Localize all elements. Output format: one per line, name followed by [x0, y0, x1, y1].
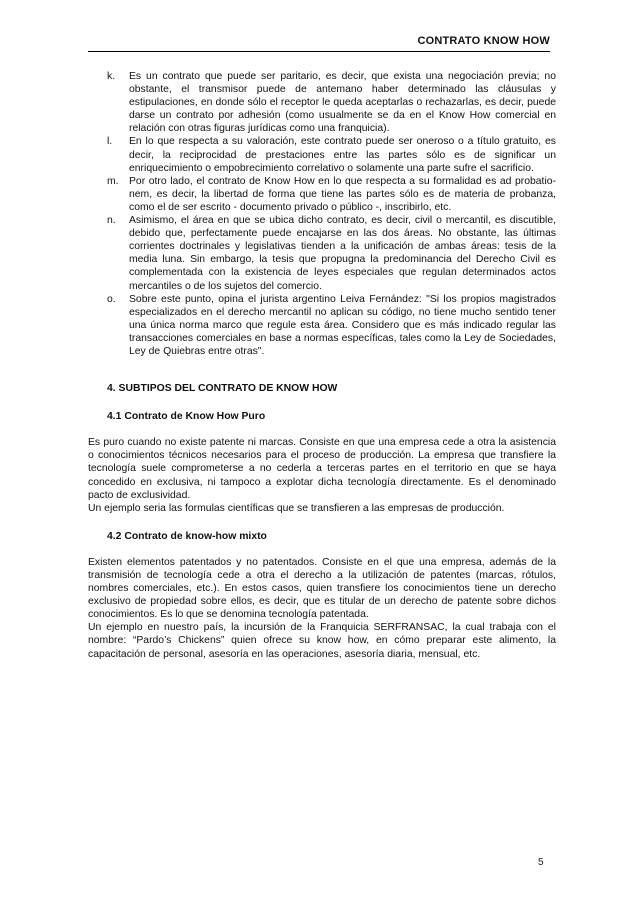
section-heading-mixto: 4.2 Contrato de know-how mixto — [107, 530, 267, 542]
list-marker: l. — [107, 136, 113, 148]
page-header — [88, 31, 550, 52]
list-marker: n. — [107, 215, 116, 227]
section-heading-subtipos: 4. SUBTIPOS DEL CONTRATO DE KNOW HOW — [107, 383, 338, 395]
list-marker: o. — [107, 293, 116, 305]
list-item — [88, 214, 556, 293]
list-item-text: Es un contrato que puede ser paritario, es decir, que exista una negociación previa; no obstante, el transmisor puede de antemano haber determinado las cláusulas y estipulaciones, en donde sólo el receptor le queda aceptarlas o rechazarlas, es decir, puede darse un contrato por adhesión (como usualmente se da en el Know How comercial en relación con otras figuras jurídicas como una franquicia). — [129, 71, 556, 135]
paragraph: Existen elementos patentados y no patentados. Consiste en el que una empresa, además de la transmisión de tecnología cede a otra el derecho a la utilización de patentes (marcas, rótulos, nombres comerciales, etc.). En estos casos, quien transfiere los conocimientos tiene un derecho exclusivo de propiedad sobre ellos, es decir, que es titular de un derecho de patente sobre dichos conocimientos. Es lo que se denomina tecnología patentada. — [88, 556, 556, 621]
page-number: 5 — [538, 857, 544, 868]
list-item — [88, 175, 556, 214]
section-heading-puro: 4.1 Contrato de Know How Puro — [107, 411, 266, 423]
clause-list — [88, 70, 556, 358]
list-item — [88, 135, 556, 174]
list-item — [88, 293, 556, 358]
paragraph: Un ejemplo seria las formulas científicas que se transfieren a las empresas de producción. — [88, 502, 505, 514]
header-title: CONTRATO KNOW HOW — [417, 35, 550, 47]
list-item-text: Por otro lado, el contrato de Know How en lo que respecta a su formalidad es ad probatio-nem, es decir, la libertad de forma que tiene las partes sólo es de materia de probanza, como el de ser escrito - documento privado o público -, inscribirlo, etc. — [129, 175, 556, 213]
page-content — [88, 70, 556, 661]
list-marker: m. — [107, 175, 119, 187]
paragraph: Es puro cuando no existe patente ni marcas. Consiste en que una empresa cede a otra la asistencia o conocimientos técnicos necesarios para el proceso de producción. La empresa que transfiere la tecnología suele comprometerse a no cederla a terceras partes en el territorio en que se haya concedido en exclusiva, ni tampoco a explotar dicha tecnología directamente. Es el denominado pacto de exclusividad. — [88, 437, 556, 501]
list-item-text: En lo que respecta a su valoración, este contrato puede ser oneroso o a título gratuito, es decir, la reciprocidad de prestaciones entre las partes sólo es de significar un enriquecimiento o empobrecimiento correlativo o solamente una parte sufre el sacrificio. — [129, 136, 556, 174]
list-item — [88, 70, 556, 135]
paragraph: Un ejemplo en nuestro país, la incursión de la Franquicia SERFRANSAC, la cual trabaja con el nombre: “Pardo’s Chickens” quien ofrece su know how, en cómo preparar este alimento, la capacitación de personal, asesoría en las operaciones, asesoría diaria, mensual, etc. — [88, 622, 556, 660]
list-item-text: Sobre este punto, opina el jurista argentino Leiva Fernández: "Si los propios magistrados especializados en el derecho mercantil no aplican su código, no tiene mucho sentido tener una única norma marco que regule esta área. Considero que es más indicado regular las transacciones comerciales en base a normas específicas, tales como la Ley de Sociedades, Ley de Quiebras entre otras". — [129, 293, 556, 357]
list-marker: k. — [107, 71, 116, 82]
list-item-text: Asimismo, el área en que se ubica dicho contrato, es decir, civil o mercantil, es discutible, debido que, perfectamente puede encajarse en las dos áreas. No obstante, las últimas corrientes doctrinales y legislativas tienden a la unificación de ambas áreas: tesis de la media luna. Sin embargo, la tesis que propugna la predominancia del Derecho Civil es complementada con la existencia de leyes especiales que regulan determinados actos mercantiles o de los sujetos del comercio. — [129, 215, 556, 292]
